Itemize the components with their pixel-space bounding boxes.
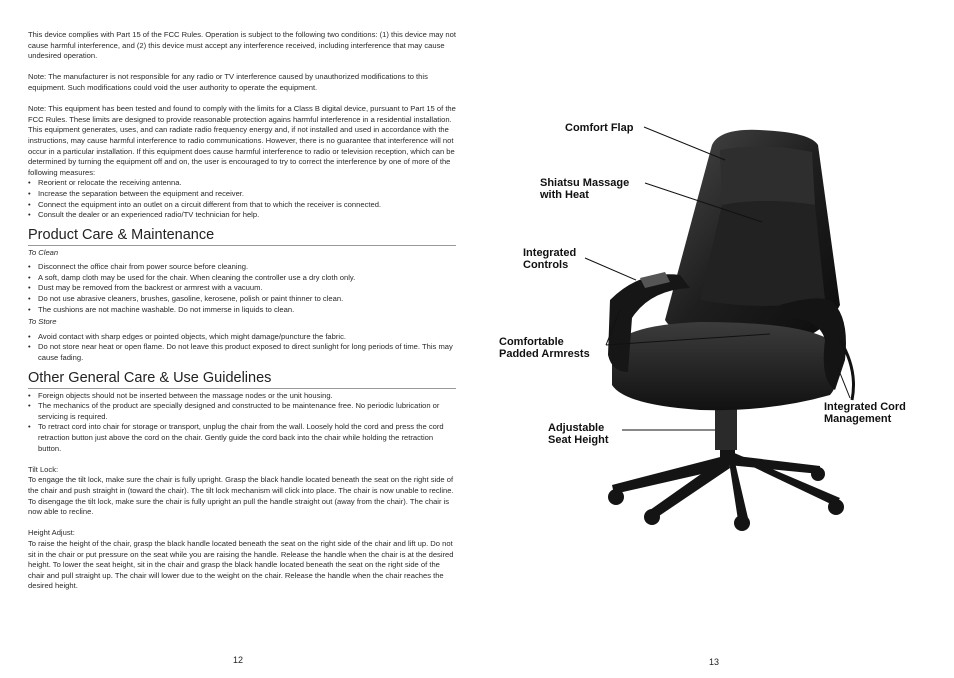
label-seat-line1: Adjustable [548, 422, 605, 434]
label-cord-management [824, 401, 906, 425]
note-class-b: Note: This equipment has been tested and found to comply with the limits for a Class B digital device, pursuant to Part 15 of the FCC Rules. These limits are designed to provide reasonable protection agains harmful interference in a residential installation. This equipment generates, uses, and can radiate radio frequency energy and, if not installed and used in accordance with the instructions, may cause harmful interference to radio communications. However, there is no guarantee that interference will not occur in a particular installation. If this equipment does cause harmful interference to radio or television reception, which can be determined by turning the equipment off and on, the user is encouraged to try to correct the interference by one of more of the following measures: [28, 104, 456, 177]
list-item: • The mechanics of the product are specially designed and constructed to be maintenance free. No periodic lubrication or servicing is required. [28, 401, 456, 422]
label-armrests-line2: Padded Armrests [499, 348, 590, 360]
label-comfort-flap: Comfort Flap [565, 122, 634, 134]
to-clean-heading: To Clean [28, 247, 59, 257]
list-item: • Dust may be removed from the backrest or armrest with a vacuum. [28, 283, 456, 294]
label-shiatsu-massage [540, 177, 629, 201]
label-armrests-line1: Comfortable [499, 336, 564, 348]
note-unauthorized-modifications: Note: The manufacturer is not responsible for any radio or TV interference caused by unauthorized modifications to this equipment. Such modifications could void the user authority to operate the equipment. [28, 72, 428, 92]
tilt-lock-heading: Tilt Lock: [28, 464, 59, 474]
list-item: • Foreign objects should not be inserted between the massage nodes or the unit housing. [28, 391, 456, 402]
height-adjust-text: To raise the height of the chair, grasp the black handle located beneath the seat on the right side of the chair and lift up. Do not sit in the chair or put pressure on the seat while you are raising the handle. Release the handle when the chair is at the desired height. To lower the seat height, sit in the chair and grasp the black handle located beneath the seat on the right side of the chair and pull straight up. The chair will lower due to the weight on the chair. Release the handle when the chair reaches the desired height. [28, 538, 454, 591]
list-item: • Avoid contact with sharp edges or pointed objects, which might damage/puncture the fabric. [28, 332, 456, 343]
list-item: • Do not use abrasive cleaners, brushes, gasoline, kerosene, polish or paint thinner to clean. [28, 294, 456, 305]
list-item: • A soft, damp cloth may be used for the chair. When cleaning the controller use a dry cloth only. [28, 273, 456, 284]
page-number-left: 12 [233, 655, 244, 665]
height-adjust-heading: Height Adjust: [28, 528, 75, 538]
list-item: • Do not store near heat or open flame. Do not leave this product exposed to direct sunlight for long periods of time. This may cause fading. [28, 342, 456, 363]
guidelines-heading: Other General Care & Use Guidelines [28, 370, 456, 389]
label-controls-line1: Integrated [523, 247, 577, 259]
gas-cylinder [715, 405, 737, 450]
list-item: • Reorient or relocate the receiving antenna. [28, 178, 456, 189]
label-seat-line2: Seat Height [548, 434, 609, 446]
list-item: • To retract cord into chair for storage or transport, unplug the chair from the wall. Loosely hold the cord and press the cord retraction button just above the cord on the chair. Gently guide the cord back into the chair while holding the retraction button. [28, 422, 456, 454]
care-heading: Product Care & Maintenance [28, 227, 456, 246]
label-cord-line1: Integrated Cord [824, 401, 906, 413]
chair-base [608, 440, 844, 531]
label-controls-line2: Controls [523, 259, 569, 271]
list-item: • The cushions are not machine washable. Do not immerse in liquids to clean. [28, 305, 456, 316]
label-padded-armrests [499, 336, 590, 360]
label-seat-height [548, 422, 609, 446]
page-number-right: 13 [709, 657, 720, 667]
label-shiatsu-line2: with Heat [540, 189, 589, 201]
label-shiatsu-line1: Shiatsu Massage [540, 177, 630, 189]
list-item: • Disconnect the office chair from power source before cleaning. [28, 262, 456, 273]
chair-seat [612, 322, 838, 410]
list-item: • Consult the dealer or an experienced radio/TV technician for help. [28, 210, 456, 221]
list-item: • Connect the equipment into an outlet on a circuit different from that to which the receiver is connected. [28, 200, 456, 211]
fcc-paragraph: This device complies with Part 15 of the FCC Rules. Operation is subject to the following two conditions: (1) this device may not cause harmful interference, and (2) this device must accept any interference received, including interference that may cause undesired operation. [28, 30, 456, 61]
to-store-heading: To Store [28, 317, 57, 327]
label-cord-line2: Management [824, 413, 892, 425]
label-integrated-controls [523, 247, 576, 271]
tilt-lock-text: To engage the tilt lock, make sure the chair is fully upright. Grasp the black handle located beneath the seat on the right side of the chair and push straight in (toward the chair). The tilt lock mechanism will click into place. The chair is now unable to recline. To disengage the tilt lock, make sure the chair is fully upright an pull the handle straight out (away from the chair). The chair is now able to recline. [28, 475, 454, 517]
list-item: • Increase the separation between the equipment and receiver. [28, 189, 456, 200]
